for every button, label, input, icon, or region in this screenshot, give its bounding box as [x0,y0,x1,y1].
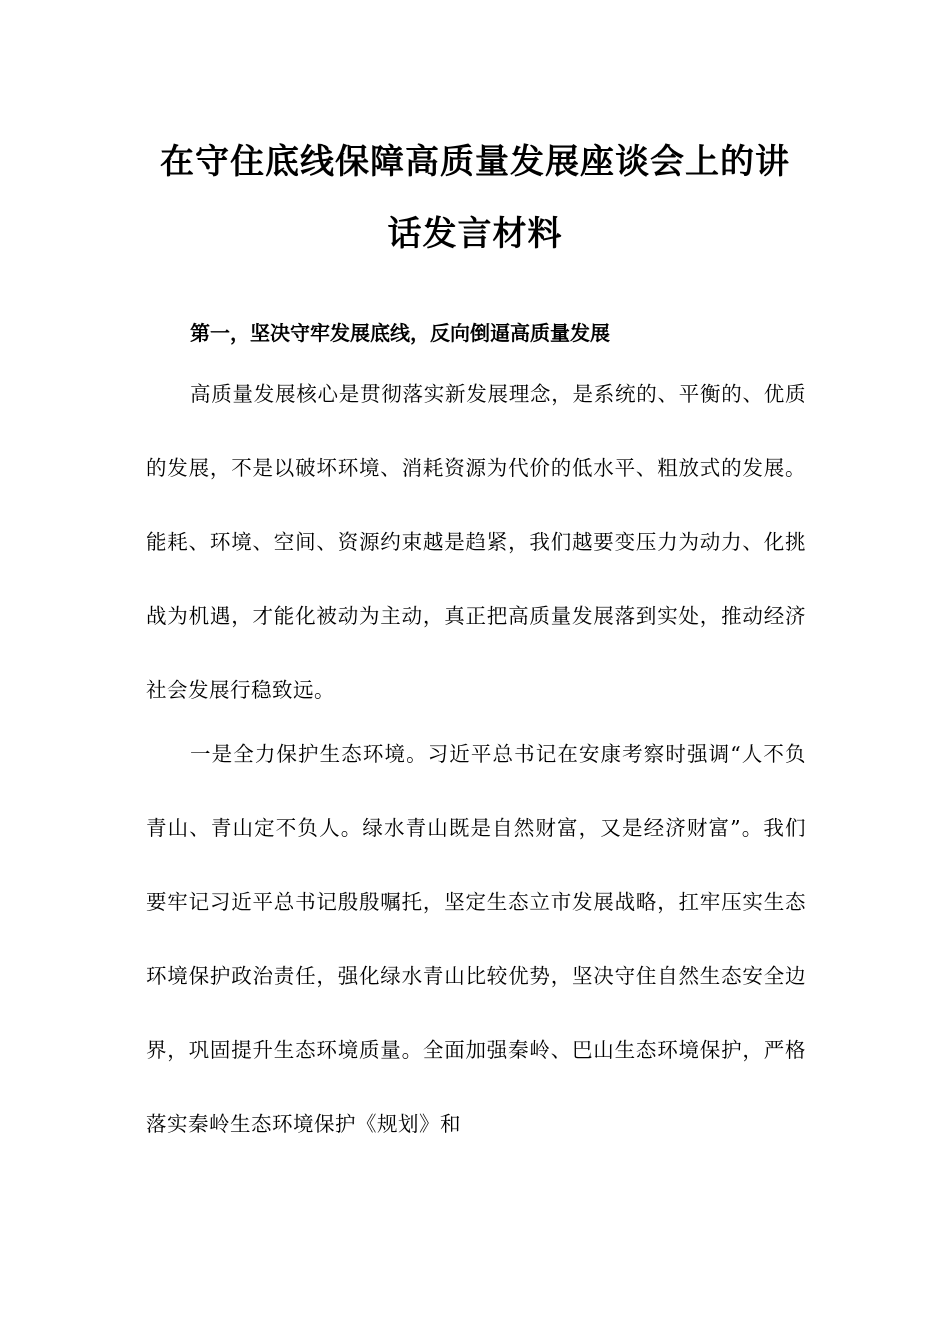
title-line-2: 话发言材料 [387,214,563,254]
body-paragraph-2: 一是全力保护生态环境。习近平总书记在安康考察时强调“人不负青山、青山定不负人。绿水青山既是自然财富，又是经济财富”。我们要牢记习近平总书记殷殷嘱托，坚定生态立市发展战略，扛牢压实生态环境保护政治责任，强化绿水青山比较优势，坚决守住自然生态安全边界，巩固提升生态环境质量。全面加强秦岭、巴山生态环境保护，严格落实秦岭生态环境保护《规划》和 [146,742,806,1136]
document-title [140,126,810,270]
body-paragraph-1: 高质量发展核心是贯彻落实新发展理念，是系统的、平衡的、优质的发展，不是以破坏环境、消耗资源为代价的低水平、粗放式的发展。能耗、环境、空间、资源约束越是趋紧，我们越要变压力为动力、化挑战为机遇，才能化被动为主动，真正把高质量发展落到实处，推动经济社会发展行稳致远。 [146,382,806,702]
title-line-1: 在守住底线保障高质量发展座谈会上的讲 [160,142,790,182]
section-heading: 第一，坚决守牢发展底线，反向倒逼高质量发展 [190,321,610,345]
